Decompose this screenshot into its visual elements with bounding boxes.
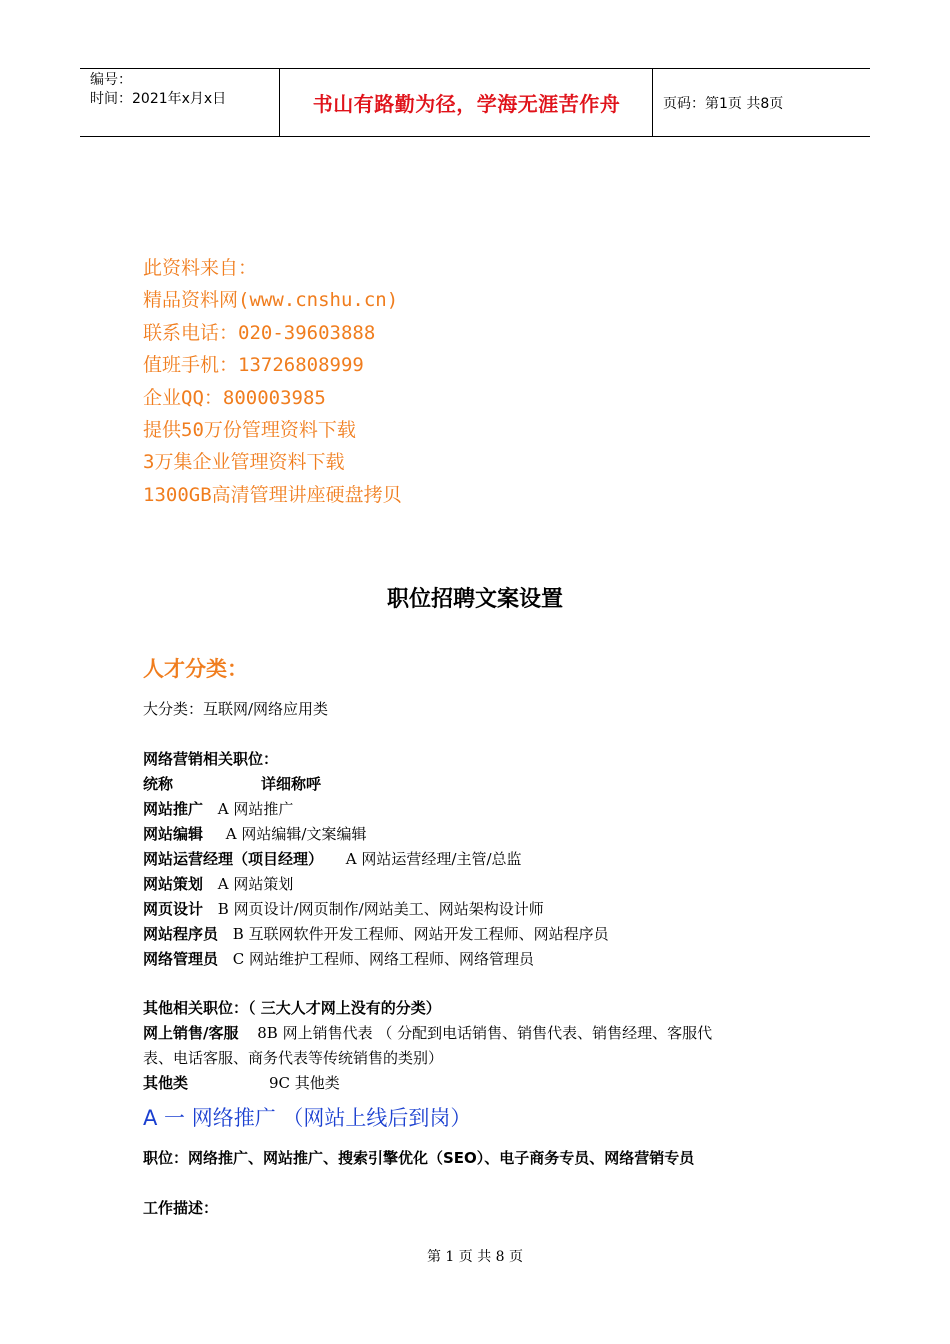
position-detail: A 网站运营经理/主管/总监	[345, 850, 522, 868]
other-positions-heading: 其他相关职位：（ 三大人才网上没有的分类）	[143, 999, 441, 1017]
position-row	[143, 848, 522, 869]
header-page-info: 页码：第1页 共8页	[663, 95, 784, 112]
network-marketing-heading: 网络营销相关职位：	[143, 750, 279, 768]
position-row	[143, 898, 544, 919]
section-heading-talent: 人才分类：	[143, 657, 248, 681]
position-name: 网站策划	[143, 875, 204, 893]
position-row	[143, 923, 609, 944]
other-row-wrap: 表、电话客服、商务代表等传统销售的类别）	[143, 1049, 444, 1067]
column-header-row	[143, 773, 321, 794]
document-title: 职位招聘文案设置	[386, 586, 563, 612]
other-detail: 9C 其他类	[269, 1074, 340, 1092]
major-category: 大分类：互联网/网络应用类	[143, 700, 329, 718]
other-name: 其他类	[143, 1074, 189, 1092]
job-description-label: 工作描述：	[143, 1199, 219, 1217]
other-row	[143, 1072, 340, 1093]
page-footer: 第 1 页 共 8 页	[426, 1249, 524, 1265]
promo-line: 联系电话：020-39603888	[143, 321, 376, 344]
promo-line: 值班手机：13726808999	[143, 354, 364, 377]
time-label: 时间：2021年x月x日	[90, 91, 227, 107]
header-meta-cell	[80, 69, 280, 136]
promo-line: 1300GB高清管理讲座硬盘拷贝	[143, 483, 402, 506]
position-detail: B 互联网软件开发工程师、网站开发工程师、网站程序员	[232, 925, 609, 943]
position-row	[143, 948, 534, 969]
promo-line: 精品资料网(www.cnshu.cn)	[143, 289, 399, 312]
position-name: 网络管理员	[143, 950, 219, 968]
column-short: 统称	[143, 775, 174, 793]
position-name: 网站编辑	[143, 825, 204, 843]
position-name: 网站程序员	[143, 925, 219, 943]
position-row	[143, 823, 366, 844]
column-detail: 详细称呼	[261, 775, 322, 793]
header-motto: 书山有路勤为径，学海无涯苦作舟	[281, 69, 653, 136]
other-name: 网上销售/客服	[143, 1024, 239, 1042]
section-heading-a: A 一 网络推广 （网站上线后到岗）	[143, 1106, 472, 1130]
position-detail: C 网站维护工程师、网络工程师、网络管理员	[232, 950, 535, 968]
position-row	[143, 798, 293, 819]
position-detail: A 网站策划	[217, 875, 294, 893]
position-name: 网页设计	[143, 900, 204, 918]
number-label: 编号：	[90, 72, 132, 88]
page-header	[80, 68, 870, 137]
section-a-positions: 职位：网络推广、网站推广、搜索引擎优化（SEO）、电子商务专员、网络营销专员	[143, 1149, 695, 1167]
position-name: 网站推广	[143, 800, 204, 818]
position-detail: A 网站编辑/文案编辑	[225, 825, 367, 843]
position-row	[143, 873, 293, 894]
other-row	[143, 1022, 712, 1043]
promo-line: 3万集企业管理资料下载	[143, 451, 345, 474]
promo-block	[143, 252, 402, 511]
promo-line: 此资料来自：	[143, 257, 258, 279]
position-detail: B 网页设计/网页制作/网站美工、网站架构设计师	[217, 900, 544, 918]
promo-line: 企业QQ：800003985	[143, 386, 326, 409]
position-detail: A 网站推广	[217, 800, 294, 818]
position-name: 网站运营经理（项目经理）	[143, 850, 324, 868]
other-detail: 8B 网上销售代表 （ 分配到电话销售、销售代表、销售经理、客服代	[257, 1024, 713, 1042]
promo-line: 提供50万份管理资料下载	[143, 419, 356, 442]
